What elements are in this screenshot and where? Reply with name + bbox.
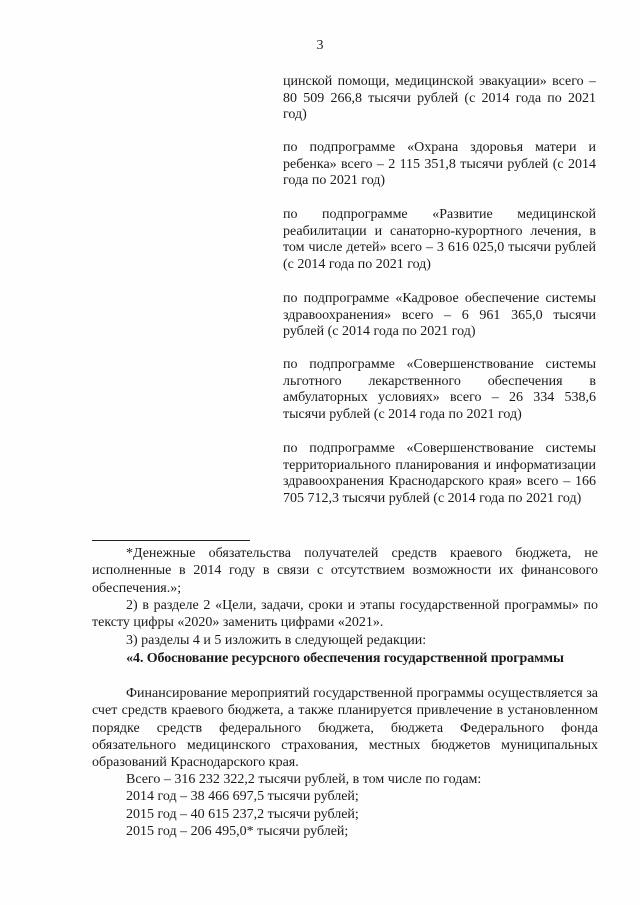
item-3-text: 3) разделы 4 и 5 изложить в следующей редакции: <box>126 633 427 648</box>
footnote-block <box>92 545 598 597</box>
footnote-separator <box>92 540 250 541</box>
year-line: 2014 год – 38 466 697,5 тысячи рублей; <box>126 789 359 805</box>
right-column-block <box>283 357 596 423</box>
right-column-block <box>283 140 596 190</box>
right-column-block <box>283 207 596 273</box>
right-column-block <box>283 441 596 507</box>
footnote-text: *Денежные обязательства получателей средств краевого бюджета, не исполненные в 2014 году в связи с отсутствием возможности их финансового обеспечения.»; <box>92 546 598 596</box>
paragraph-informatization: по подпрограмме «Совершенствование системы территориального планирования и информатизации здравоохранения Краснодарского края» всего – 166 705 712,3 тысячи рублей (с 2014 года по 2021 год) <box>283 441 596 506</box>
financing-block <box>92 685 598 771</box>
item-3-block <box>92 632 598 649</box>
paragraph-maternal-health: по подпрограмме «Охрана здоровья матери и ребенка» всего – 2 115 351,8 тысячи рублей (с 2014 года по 2021 год) <box>283 140 596 189</box>
financing-text: Финансирование мероприятий государственной программы осуществляется за счет средств краевого бюджета, а также планируется привлечение в установленном порядке средств федерального бюджета, бюджета Федерального фонда обязательного медицинского страхования, местных бюджетов муниципальных образований Краснодарского края. <box>92 686 598 771</box>
total-line: Всего – 316 232 322,2 тысячи рублей, в том числе по годам: <box>126 772 482 787</box>
paragraph-rehabilitation: по подпрограмме «Развитие медицинской реабилитации и санаторно-курортного лечения, в том числе детей» всего – 3 616 025,0 тысячи рублей (с 2014 года по 2021 год) <box>283 207 596 272</box>
right-column-block <box>283 291 596 341</box>
page-number: 3 <box>316 38 324 53</box>
totals-block <box>92 771 598 840</box>
paragraph-staffing: по подпрограмме «Кадровое обеспечение системы здравоохранения» всего – 6 961 365,0 тысячи рублей (с 2014 года по 2021 год) <box>283 291 596 340</box>
year-line: 2015 год – 40 615 237,2 тысячи рублей; <box>126 806 359 822</box>
item-2-text: 2) в разделе 2 «Цели, задачи, сроки и этапы государственной программы» по тексту цифры «2020» заменить цифрами «2021». <box>92 598 598 631</box>
section-heading: «4. Обоснование ресурсного обеспечения государственной программы <box>126 651 564 666</box>
right-column-block <box>283 74 596 124</box>
year-line: 2015 год – 206 495,0* тысячи рублей; <box>126 823 349 839</box>
item-2-block <box>92 597 598 632</box>
section-heading-block <box>92 650 598 667</box>
paragraph-drug-supply: по подпрограмме «Совершенствование системы льготного лекарственного обеспечения в амбулаторных условиях» всего – 26 334 538,6 тысячи рублей (с 2014 года по 2021 год) <box>283 357 596 422</box>
paragraph-medical-evacuation: цинской помощи, медицинской эвакуации» всего – 80 509 266,8 тысячи рублей (с 2014 года по 2021 год) <box>283 74 596 123</box>
